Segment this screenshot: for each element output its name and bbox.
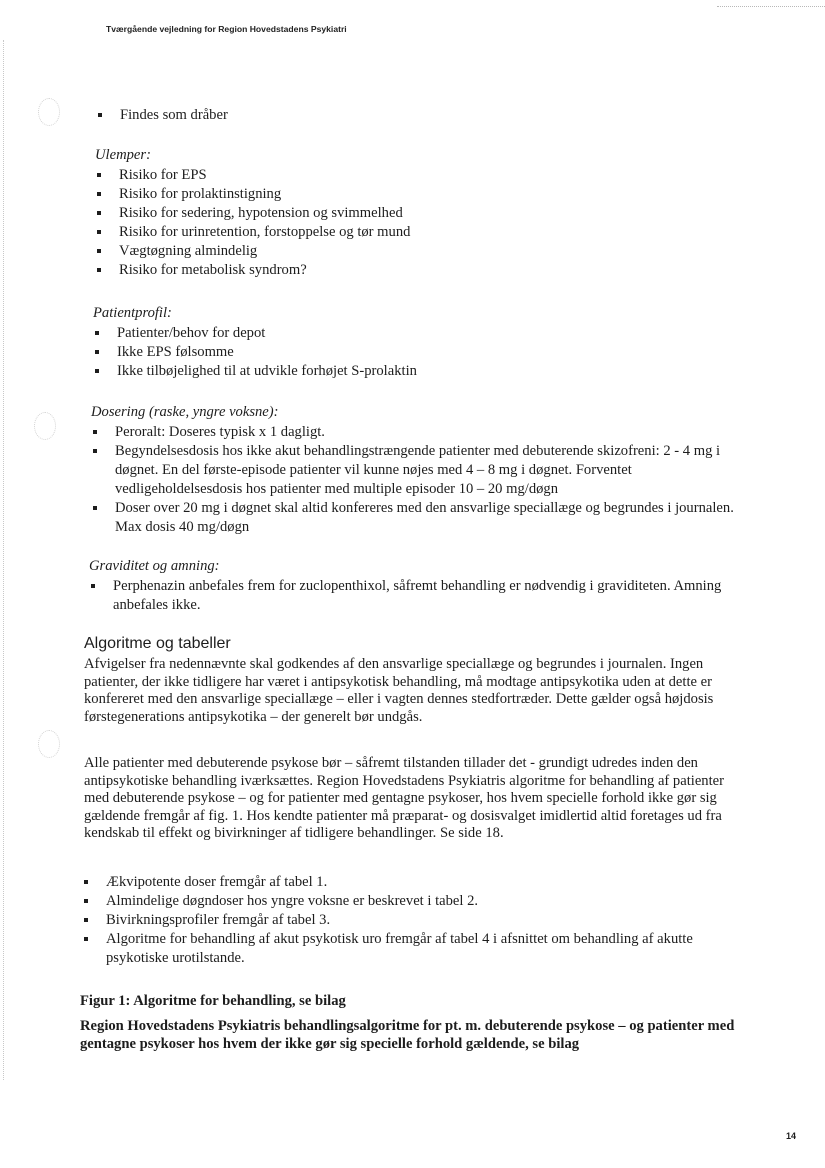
list-item: Risiko for metabolisk syndrom? <box>95 261 775 280</box>
bullet-icon <box>97 230 101 234</box>
section-heading: Dosering (raske, yngre voksne): <box>91 404 279 420</box>
list-item: Findes som dråber <box>96 106 776 125</box>
punch-hole-mark <box>38 98 60 126</box>
list-item: Almindelige døgndoser hos yngre voksne er beskrevet i tabel 2. <box>82 892 742 911</box>
list-item: Ikke EPS følsomme <box>93 343 773 362</box>
top-list-section <box>96 106 776 125</box>
section-title: Algoritme og tabeller <box>84 635 231 652</box>
bullet-icon <box>95 369 99 373</box>
bullet-icon <box>84 880 88 884</box>
list-item: Ikke tilbøjelighed til at udvikle forhøjet S-prolaktin <box>93 362 773 381</box>
bullet-icon <box>98 113 102 117</box>
list-item: Doser over 20 mg i døgnet skal altid konfereres med den ansvarlige speciallæge og begrundes i journalen. Max dosis 40 mg/døgn <box>91 499 759 537</box>
list-item: Algoritme for behandling af akut psykotisk uro fremgår af tabel 4 i afsnittet om behandling af akutte psykotiske urotilstande. <box>82 930 742 968</box>
bullet-icon <box>84 918 88 922</box>
punch-hole-mark <box>38 730 60 758</box>
figure-description: Region Hovedstadens Psykiatris behandlingsalgoritme for pt. m. debuterende psykose – og patienter med gentagne psykoser hos hvem der ikke gør sig specielle forhold gældende, se bilag <box>80 1018 735 1052</box>
page-header: Tværgående vejledning for Region Hovedstadens Psykiatri <box>106 24 347 34</box>
dosering-section <box>91 403 759 537</box>
bullet-icon <box>97 211 101 215</box>
list-item: Risiko for sedering, hypotension og svimmelhed <box>95 204 775 223</box>
graviditet-section <box>89 557 749 615</box>
bullet-icon <box>97 192 101 196</box>
bullet-icon <box>95 331 99 335</box>
bullet-icon <box>95 350 99 354</box>
scan-margin-line <box>3 40 4 1080</box>
bullet-icon <box>97 173 101 177</box>
list-item: Ækvipotente doser fremgår af tabel 1. <box>82 873 742 892</box>
list-item: Perphenazin anbefales frem for zuclopenthixol, såfremt behandling er nødvendig i graviditeten. Amning anbefales ikke. <box>89 577 749 615</box>
bullet-icon <box>93 430 97 434</box>
paragraph: Alle patienter med debuterende psykose bør – såfremt tilstanden tillader det - grundigt udredes inden den antipsykotiske behandling iværksættes. Region Hovedstadens Psykiatris algoritme for behandling af patienter med debuterende psykose – og for patienter med gentagne psykoser, hos hvem specielle forhold ikke gør sig gældende fremgår af fig. 1. Hos kendte patienter må præparat- og dosisvalget imidlertid altid foretages ud fra kendskab til effekt og bivirkninger af tidligere behandlinger. Se side 18. <box>84 755 724 841</box>
paragraph: Afvigelser fra nedennævnte skal godkendes af den ansvarlige speciallæge og begrundes i journalen. Ingen patienter, der ikke tidligere har været i antipsykotisk behandling, må modtage antipsykotika uden at dette er konfereret med den ansvarlige speciallæge – eller i vagten dennes stedfortræder. Dette gælder også højdosis førstegenerations antipsykotika – der generelt bør undgås. <box>84 656 714 725</box>
section-heading: Ulemper: <box>95 147 151 163</box>
patientprofil-section <box>93 304 773 381</box>
list-item: Risiko for EPS <box>95 166 775 185</box>
list-item: Risiko for prolaktinstigning <box>95 185 775 204</box>
figure-caption: Figur 1: Algoritme for behandling, se bilag <box>80 993 346 1009</box>
bullet-icon <box>93 506 97 510</box>
list-item: Patienter/behov for depot <box>93 324 773 343</box>
list-item: Vægtøgning almindelig <box>95 242 775 261</box>
list-item: Peroralt: Doseres typisk x 1 dagligt. <box>91 423 759 442</box>
bullet-icon <box>93 449 97 453</box>
algoritme-list <box>82 873 742 968</box>
list-item: Bivirkningsprofiler fremgår af tabel 3. <box>82 911 742 930</box>
scan-edge-line <box>717 6 825 7</box>
bullet-icon <box>97 249 101 253</box>
bullet-icon <box>84 899 88 903</box>
bullet-icon <box>91 584 95 588</box>
list-item: Begyndelsesdosis hos ikke akut behandlingstrængende patienter med debuterende skizofreni: 2 - 4 mg i døgnet. En del første-episode patienter vil kunne nøjes med 4 – 8 mg i døgnet. Forventet vedligeholdelsesdosis hos patienter med multiple episoder 10 – 20 mg/døgn <box>91 442 759 499</box>
ulemper-section <box>95 146 775 280</box>
bullet-icon <box>84 937 88 941</box>
page-number: 14 <box>786 1131 797 1141</box>
section-heading: Graviditet og amning: <box>89 558 220 574</box>
section-heading: Patientprofil: <box>93 305 172 321</box>
list-item: Risiko for urinretention, forstoppelse og tør mund <box>95 223 775 242</box>
punch-hole-mark <box>34 412 56 440</box>
bullet-icon <box>97 268 101 272</box>
